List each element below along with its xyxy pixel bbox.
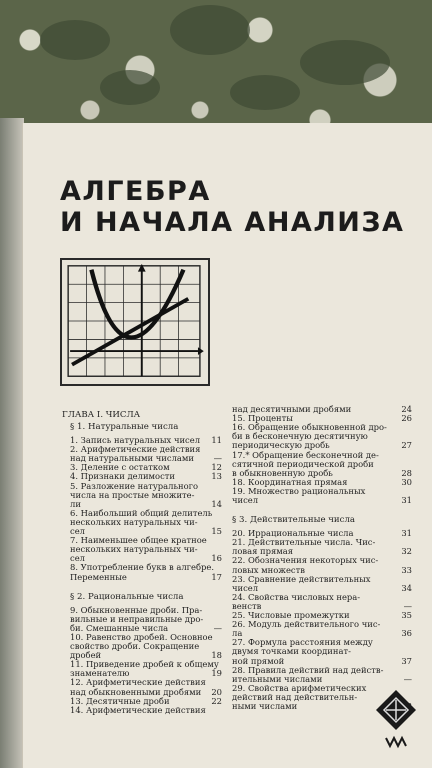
toc-entry-text: 22. Обозначения некоторых чис- [232, 555, 379, 566]
toc-entry-text: над натуральными числами [70, 453, 194, 464]
toc-entry-page: 24 [401, 404, 412, 414]
toc-entry-page: 18 [211, 650, 222, 661]
toc-entry-text: 25. Числовые промежутки [232, 610, 350, 620]
toc-entry-page: 35 [401, 610, 412, 620]
toc-entry-text: вильные и неправильные дро- [70, 613, 204, 624]
toc-entry-page: 12 [211, 462, 222, 473]
toc-entry-text: венств [232, 600, 262, 611]
toc-entry-text: свойство дроби. Сокращение [70, 641, 200, 651]
toc-entry-text: ла [232, 628, 243, 639]
toc-entry-text: 20. Иррациональные числа [232, 528, 354, 539]
toc-entry-text: 24. Свойства числовых нера- [232, 591, 361, 602]
toc-entry-text: 29. Свойства арифметических [232, 682, 367, 693]
section-heading: § 1. Натуральные числа [70, 422, 179, 432]
toc-entry-text: ительными числами [232, 673, 323, 684]
toc-entry-page: 27 [401, 440, 412, 451]
toc-entry-text: 4. Признаки делимости [70, 471, 175, 482]
chapter-heading: ГЛАВА I. ЧИСЛА [62, 410, 141, 420]
toc-entry-text: сятичной периодической дроби [232, 458, 374, 469]
toc-entry-text: ловая прямая [232, 546, 294, 557]
toc-entry-page: 31 [401, 495, 412, 505]
toc-entry-page: 26 [401, 413, 412, 424]
toc-entry-text: 16. Обращение обыкновенной дро- [232, 422, 387, 433]
toc-entry-text: чисел [232, 495, 259, 505]
toc-entry-page: 32 [401, 546, 412, 557]
toc-entry-page: 15 [211, 526, 222, 536]
toc-entry-text: ной прямой [232, 655, 285, 666]
toc-entry-page: 22 [211, 695, 222, 706]
toc-entry-text: 19. Множество рациональных [232, 485, 366, 496]
toc-entry-text: числа на простые множите- [70, 489, 195, 500]
toc-entry-text: 3. Деление с остатком [70, 462, 170, 473]
parabola-graph-icon [60, 258, 210, 386]
toc-entry-page: 33 [401, 564, 412, 575]
toc-entry-text: 23. Сравнение действительных [232, 573, 371, 584]
toc-entry-page: 19 [211, 668, 222, 679]
toc-entry-text: над десятичными дробями [232, 404, 352, 414]
toc-entry-page: 13 [211, 471, 222, 482]
toc-entry-text: чисел [232, 582, 259, 593]
toc-entry-text: 2. Арифметические действия [70, 444, 201, 455]
toc-entry-page: 11 [211, 435, 222, 445]
toc-entry-page: 14 [211, 498, 222, 509]
toc-entry-page: 37 [401, 655, 412, 666]
toc-entry-text: ловых множеств [232, 564, 305, 575]
toc-entry-page: 30 [401, 476, 412, 487]
toc-entry-text: над обыкновенными дробями [70, 686, 202, 697]
toc-entry-page: — [213, 622, 222, 633]
toc-entry-text: 14. Арифметические действия [70, 704, 206, 715]
toc-entry-page: 31 [401, 528, 412, 539]
title-line-2: И НАЧАЛА АНАЛИЗА [60, 207, 405, 238]
toc-entry-text: би. Смешанные числа [70, 622, 169, 633]
toc-entry-text: 1. Запись натуральных чисел [70, 435, 201, 445]
toc-entry-text: нескольких натуральных чи- [70, 544, 198, 555]
toc-entry-text: 6. Наибольший общий делитель [70, 507, 213, 518]
toc-entry-page: 16 [211, 553, 222, 564]
book-spine-shadow [0, 118, 24, 768]
toc-entry-text: 10. Равенство дробей. Основное [70, 631, 213, 642]
toc-entry-text: 21. Действительные числа. Чис- [232, 537, 376, 548]
section-heading: § 2. Рациональные числа [70, 591, 184, 602]
toc-entry-text: знаменателю [70, 668, 130, 679]
toc-entry-page: 28 [401, 467, 412, 478]
toc-entry-page: — [213, 453, 222, 464]
toc-entry-text: 28. Правила действий над действ- [232, 664, 384, 675]
toc-entry-text: 9. Обыкновенные дроби. Пра- [70, 604, 203, 615]
toc-entry-page: — [403, 673, 412, 684]
toc-entry-text: ными числами [232, 701, 298, 711]
toc-entry-text: 15. Проценты [232, 413, 293, 424]
title-line-1: АЛГЕБРА [60, 176, 211, 207]
toc-entry-text: 5. Разложение натурального [70, 480, 199, 491]
toc-entry-text: двумя точками координат- [232, 646, 351, 657]
toc-entry-text: действий над действительн- [232, 691, 358, 702]
toc-entry-page: — [403, 600, 412, 611]
toc-entry-page: 17 [211, 571, 222, 582]
toc-entry-text: ли [70, 498, 81, 509]
toc-entry-text: Переменные [70, 571, 127, 582]
toc-entry-page: 34 [401, 582, 412, 593]
toc-entry-text: би в бесконечную десятичную [232, 431, 368, 442]
toc-entry-page: 36 [401, 628, 412, 639]
toc-entry-text: нескольких натуральных чи- [70, 516, 198, 527]
toc-entry-text: периодическую дробь [232, 440, 330, 451]
toc-entry-text: 7. Наименьшее общее кратное [70, 535, 207, 546]
toc-entry-text: 18. Координатная прямая [232, 476, 348, 487]
toc-entry-text: в обыкновенную дробь [232, 467, 333, 478]
toc-entry-text: сел [70, 526, 85, 536]
section-heading: § 3. Действительные числа [232, 515, 356, 526]
toc-entry-text: 17.* Обращение бесконечной де- [232, 449, 379, 460]
toc-entry-text: 8. Употребление букв в алгебре. [70, 562, 215, 573]
toc-entry-text: 12. Арифметические действия [70, 677, 206, 688]
toc-entry-text: 11. Приведение дробей к общему [70, 659, 219, 670]
toc-entry-text: сел [70, 553, 85, 564]
toc-entry-page: 20 [211, 686, 222, 697]
watermark-logo-icon [372, 688, 420, 750]
toc-entry-text: дробей [70, 650, 102, 661]
toc-entry-text: 13. Десятичные дроби [70, 695, 170, 706]
toc-entry-text: 27. Формула расстояния между [232, 637, 373, 648]
toc-entry-text: 26. Модуль действительного чис- [232, 619, 381, 630]
book-title [60, 176, 405, 238]
